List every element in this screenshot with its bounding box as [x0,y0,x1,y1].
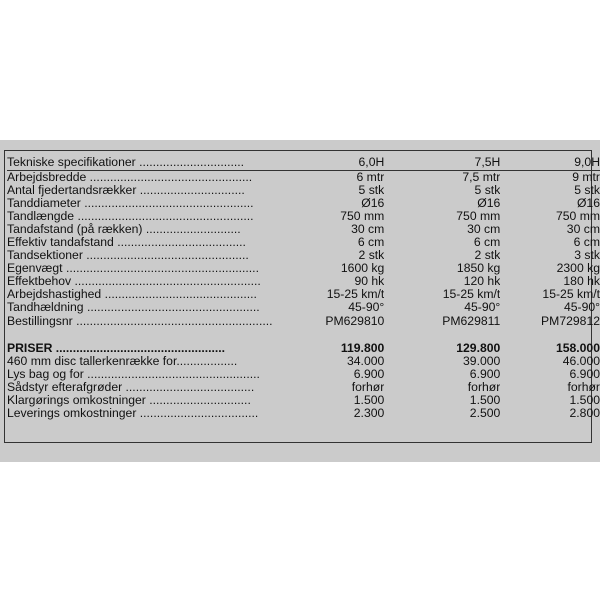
spec-value: 45-90° [563,301,600,315]
table-row [7,368,600,381]
spec-value: 30 cm [351,223,385,237]
table-row [7,394,600,407]
table-row [7,223,600,236]
header-label: Tekniske specifikationer ............................... [7,154,272,171]
header-model-6-0h: 6,0H [272,154,384,171]
spec-value: 6 cm [357,236,385,250]
spec-value: 2300 kg [556,262,600,276]
spec-value: 2 stk [358,249,385,263]
price-label: Sådstyr efterafgrøder ...................................... [7,380,255,394]
spec-value: 120 hk [463,275,501,289]
spec-value: Ø16 [477,197,501,211]
price-label: Leverings omkostninger ................................... [7,406,259,420]
spec-value: Ø16 [576,197,600,211]
header-model-9-0h: 9,0H [500,154,600,171]
spec-table [7,154,600,420]
price-value: forhør [351,380,385,394]
spec-value: PM729812 [541,314,600,328]
spec-label: Arbejdshastighed ............................................. [7,288,257,302]
spec-label: Bestillingsnr .......................................................... [7,314,273,328]
spec-value: 45-90° [464,301,501,315]
price-value: 1.500 [569,393,600,407]
spacer-row [7,328,600,342]
price-label: Lys bag og for ................................................... [7,367,260,381]
spec-value: 90 hk [354,275,385,289]
price-value: forhør [467,380,501,394]
spec-value: PM629811 [442,314,501,328]
table-row [7,315,600,328]
price-value: 2.800 [569,406,600,420]
spec-value: PM629810 [325,314,385,328]
price-value: 39.000 [463,354,501,368]
spec-value: 6 cm [573,236,600,250]
spec-label: Tandafstand (på rækken) ............................ [7,223,241,237]
spec-value: 750 mm [456,210,501,224]
spec-label: Effektbehov ....................................................... [7,275,261,289]
table-row [7,288,600,301]
spec-value: 3 stk [574,249,600,263]
price-value: 2.500 [469,406,501,420]
spec-label: Effektiv tandafstand ...................................... [7,236,246,250]
spec-value: 15-25 km/t [542,288,600,302]
table-header-row [7,154,600,171]
spec-value: 9 mtr [572,170,600,184]
table-row [7,184,600,197]
spec-label: Egenvægt ......................................................... [7,262,259,276]
spec-label: Tanddiameter .................................................. [7,197,254,211]
spec-value: 750 mm [555,210,600,224]
spec-value: 6 cm [473,236,501,250]
table-row [7,355,600,368]
price-value: 1.500 [469,393,501,407]
price-label: 460 mm disc tallerkenrække for.................. [7,354,238,368]
price-value: forhør [567,380,600,394]
table-row [7,275,600,288]
spec-value: 30 cm [467,223,501,237]
price-value: 34.000 [347,354,385,368]
spec-value: 30 cm [566,223,600,237]
table-row [7,249,600,262]
prices-header-row [7,342,600,355]
spec-value: 1850 kg [456,262,501,276]
spec-value: 750 mm [340,210,385,224]
spec-label: Antal fjedertandsrækker ............................... [7,184,245,198]
price-value: 6.900 [469,367,501,381]
price-value: 6.900 [353,367,385,381]
table-row [7,171,600,185]
spec-label: Tandlængde .................................................... [7,210,254,224]
spec-value: 180 hk [563,275,600,289]
spec-value: 15-25 km/t [442,288,501,302]
table-row [7,381,600,394]
price-value: 129.800 [456,341,501,355]
spec-value: 6 mtr [356,170,385,184]
spec-label: Arbejdsbredde ................................................ [7,170,253,184]
table-row [7,210,600,223]
spec-label: Tandhældning ................................................... [7,301,260,315]
spec-value: 2 stk [474,249,501,263]
spec-value: 7,5 mtr [462,170,501,184]
price-value: 2.300 [353,406,385,420]
price-value: 158.000 [555,341,600,355]
price-value: 119.800 [340,341,385,355]
table-row [7,407,600,420]
spec-value: Ø16 [361,197,385,211]
spec-label: Tandsektioner ................................................ [7,249,249,263]
spec-value: 1600 kg [340,262,385,276]
table-row [7,236,600,249]
price-value: 6.900 [569,367,600,381]
prices-label: PRISER .................................................. [7,341,226,355]
table-row [7,262,600,275]
spec-value: 5 stk [358,184,385,198]
table-row [7,301,600,314]
spec-value: 5 stk [474,184,501,198]
spec-value: 5 stk [574,184,600,198]
header-model-7-5h: 7,5H [384,154,500,171]
price-label: Klargørings omkostninger .............................. [7,393,251,407]
price-value: 1.500 [353,393,385,407]
table-row [7,197,600,210]
price-value: 46.000 [562,354,600,368]
spec-value: 15-25 km/t [326,288,385,302]
spec-value: 45-90° [348,301,385,315]
